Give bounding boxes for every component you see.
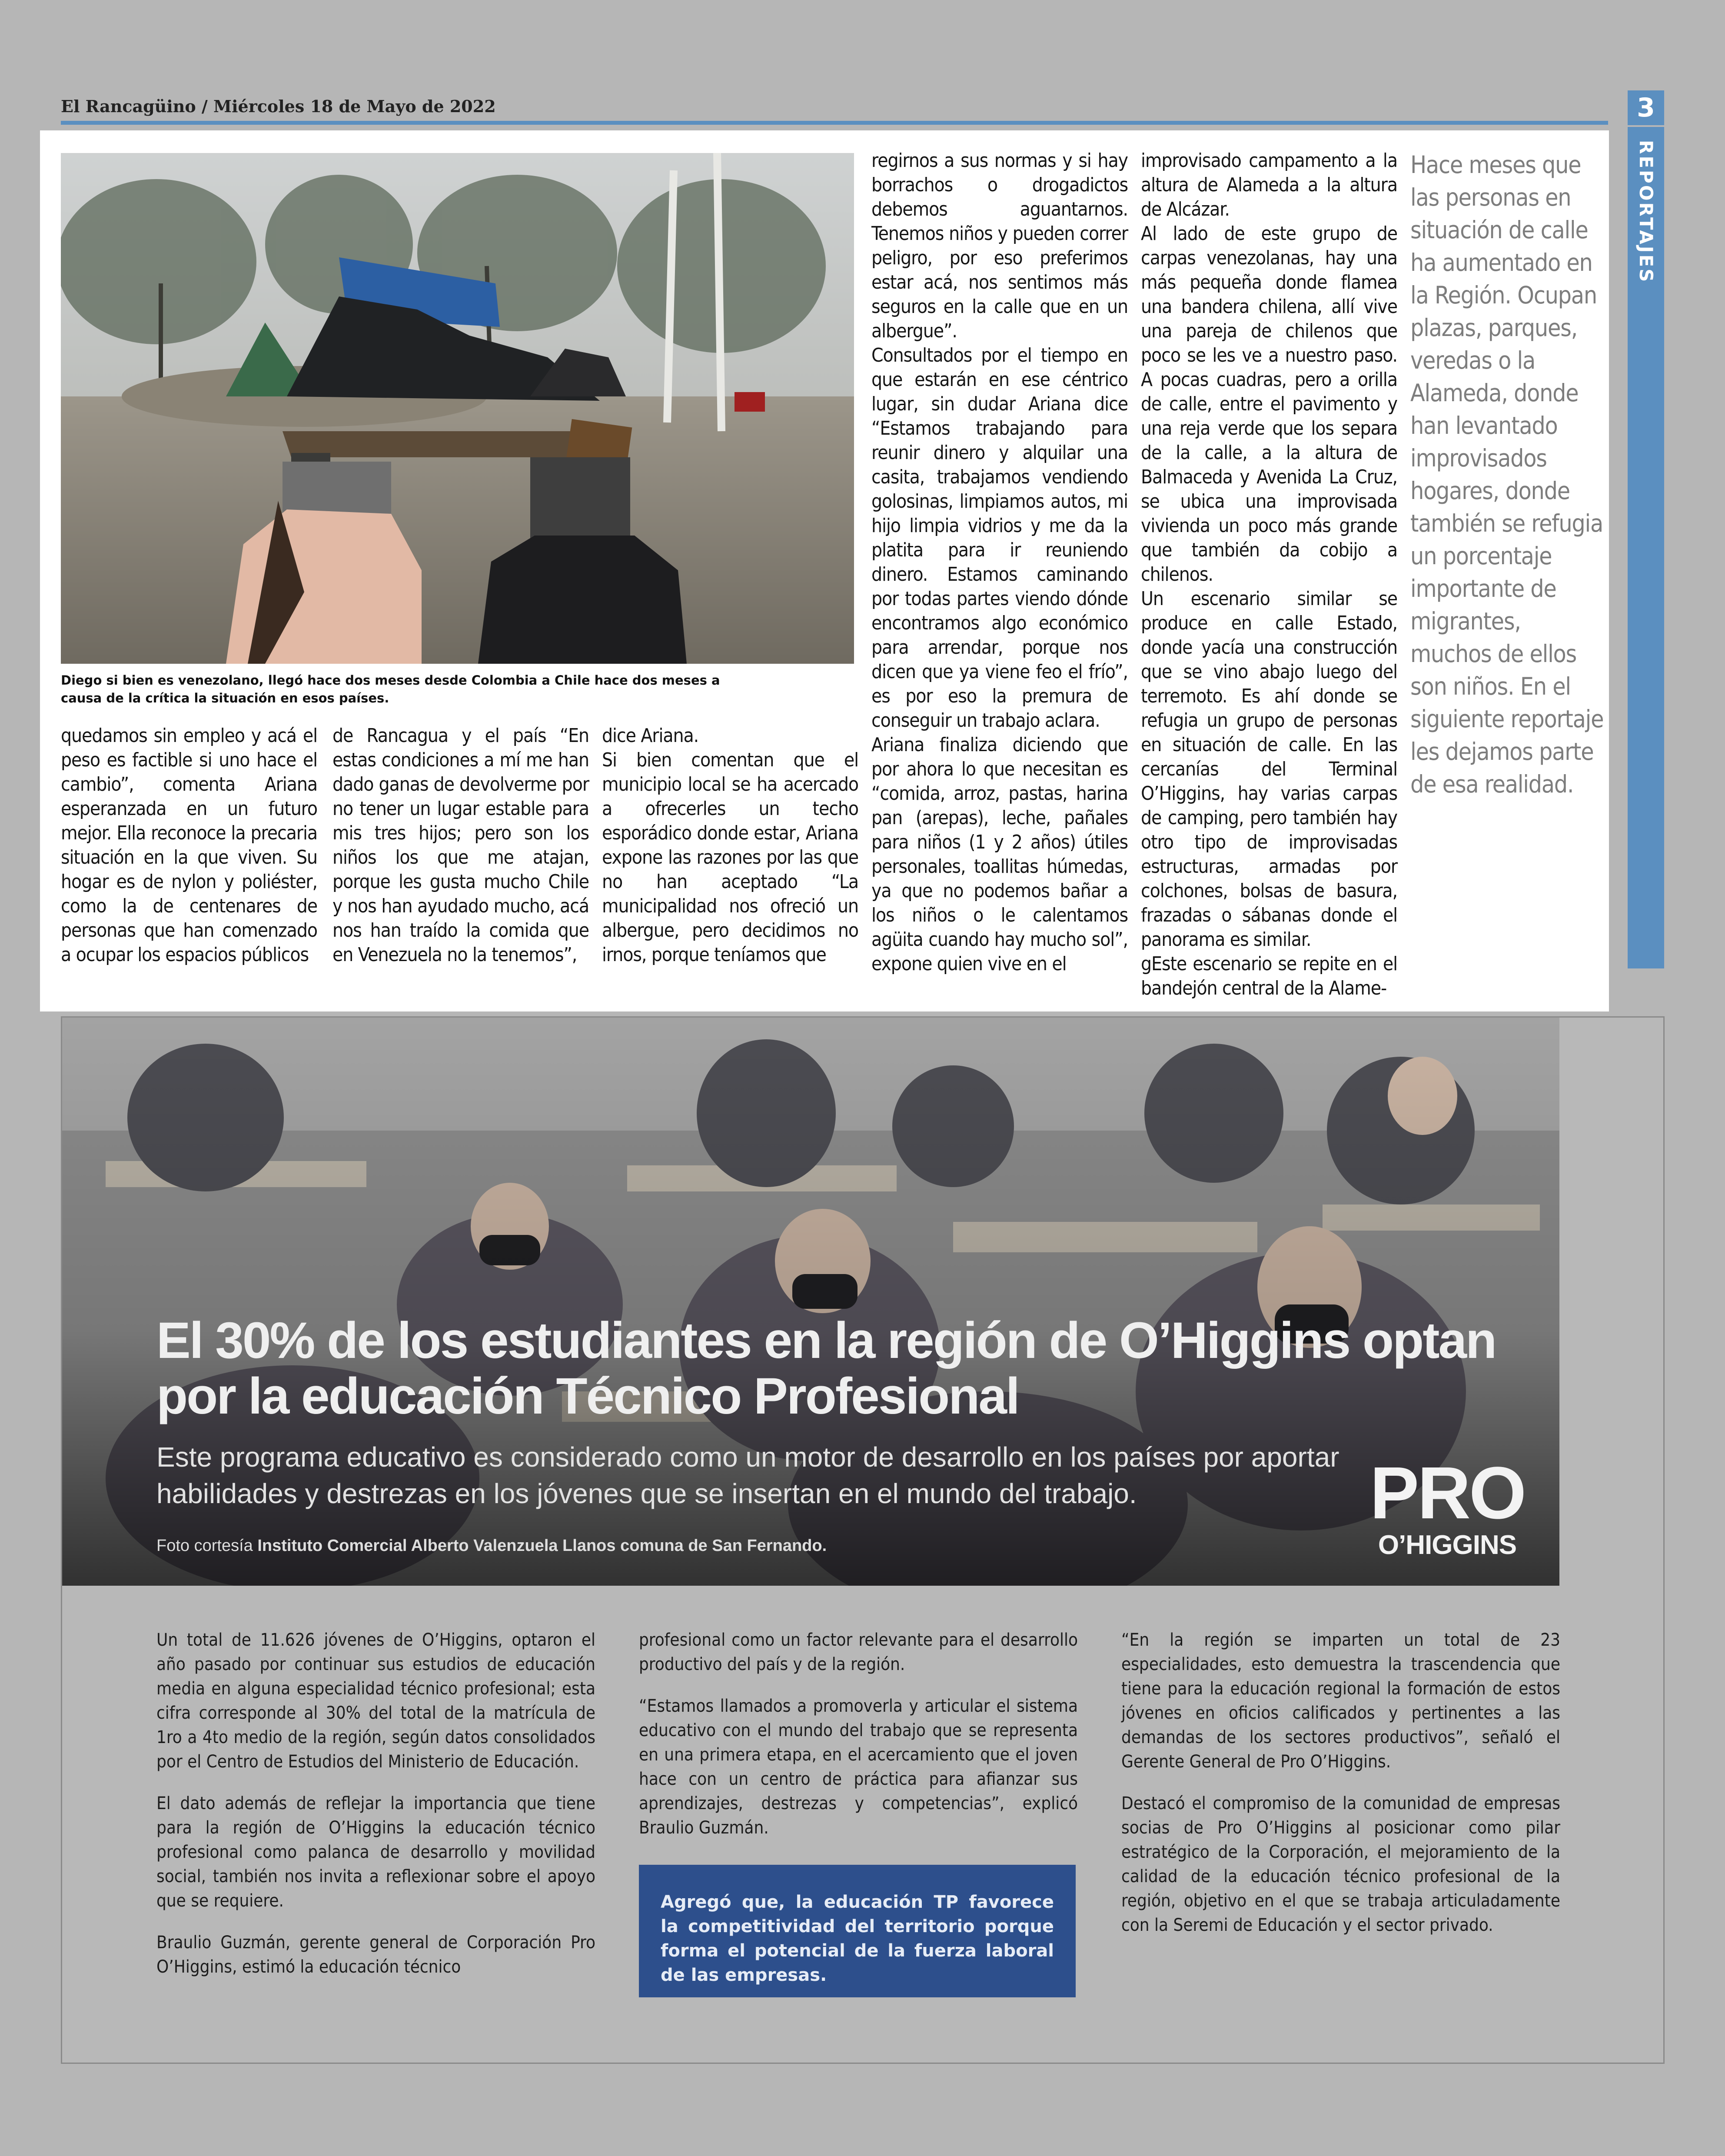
publication-date: Miércoles 18 de Mayo de 2022 bbox=[213, 96, 496, 116]
feature-column-3 bbox=[1121, 1628, 1560, 1955]
paragraph: El dato además de reflejar la importancia que tiene para la región de O’Higgins la educación técnico profesional como palanca de desarrollo y movilidad social, también nos invita a reflexionar sobre el apoyo que se requiere. bbox=[156, 1793, 595, 1911]
encampment-photo bbox=[61, 153, 854, 664]
paragraph: Destacó el compromiso de la comunidad de empresas socias de Pro O’Higgins al posicionar como pilar estratégico de la Corporación, el mejoramiento de la calidad de la educación técnico profesional de la región, objetivo en el que se trabaja articuladamente con la Seremi de Educación y el sector privado. bbox=[1121, 1793, 1560, 1935]
story-pull-quote: Hace meses que las personas en situación de calle ha aumentado en la Región. Ocupan plazas, parques, veredas o la Alameda, donde han levantado improvisados hogares, donde también se refugia un porcentaje importante de migrantes, muchos de ellos son niños. En el siguiente reportaje les dejamos parte de esa realidad. bbox=[1410, 151, 1604, 798]
story-column-4: regirnos a sus normas y si hay borrachos o drogadictos debemos aguantarnos. Tenemos niños y pueden correr peligro, por eso preferimos estar acá, nos sentimos más seguros en la calle que en un albergue”. Consultados por el tiempo en que estarán en ese céntrico lugar, sin dudar Ariana dice “Estamos trabajando para reunir dinero y alquilar una casita, trabajamos vendiendo golosinas, limpiamos autos, mi hijo limpia vidrios y me da la platita para ir reuniendo dinero. Estamos caminando por todas partes viendo dónde encontramos algo económico para arrendar, porque nos dicen que ya viene feo el frío”, es por eso la premura de conseguir un trabajo aclara. Ariana finaliza diciendo que por ahora lo que necesitan es “comida, arroz, pastas, harina pan (arepas), leche, pañales para niños (1 y 2 años) útiles personales, toallitas húmedas, ya que no podemos bañar a los niños o le calentamos agüita cuando hay mucho sol”, expone quien vive en el bbox=[871, 150, 1128, 975]
story-column-3: dice Ariana. Si bien comentan que el municipio local se ha acercado a ofrecerles un techo esporádico donde estar, Ariana expone las razones por las que no han aceptado “La municipalidad nos ofreció un albergue, pero decidimos no irnos, porque teníamos que bbox=[602, 725, 858, 966]
photo-caption: Diego si bien es venezolano, llegó hace dos meses desde Colombia a Chile hace dos meses a causa de la crítica la situación en esos países. bbox=[61, 673, 720, 705]
photo-credit-source: Instituto Comercial Alberto Valenzuela Llanos comuna de San Fernando. bbox=[257, 1537, 827, 1555]
feature-subhead: Este programa educativo es considerado como un motor de desarrollo en los países por aportar habilidades y destrezas en los jóvenes que se insertan en el mundo del trabajo. bbox=[156, 1441, 1339, 1509]
masthead-line bbox=[61, 96, 496, 116]
paragraph: Braulio Guzmán, gerente general de Corporación Pro O’Higgins, estimó la educación técnico bbox=[156, 1933, 595, 1977]
photo-credit-prefix: Foto cortesía bbox=[156, 1537, 253, 1555]
story-column-1: quedamos sin empleo y acá el peso es factible si uno hace el cambio”, comenta Ariana esperanzada en un futuro mejor. Ella reconoce la precaria situación en la que viven. Su hogar es de nylon y poliéster, como la de centenares de personas que han comenzado a ocupar los espacios públicos bbox=[61, 725, 317, 966]
paragraph: profesional como un factor relevante para el desarrollo productivo del país y de la región. bbox=[639, 1630, 1078, 1674]
story-column-2: de Rancagua y el país “En estas condiciones a mí me han dado ganas de devolverme por no tener un lugar estable para mis tres hijos; pero son los niños los que me atajan, porque les gusta mucho Chile y nos han ayudado mucho, acá nos han traído la comida que en Venezuela no la tenemos”, bbox=[332, 725, 589, 966]
story-column-5: improvisado campamento a la altura de Alameda a la altura de Alcázar. Al lado de este grupo de carpas venezolanas, hay una más pequeña donde flamea una bandera chilena, allí vive una pareja de chilenos que poco se les ve a nuestro paso. A pocas cuadras, pero a orilla de calle, entre el pavimento y una reja verde que los separa de la calle, a la altura de Balmaceda y Avenida La Cruz, se ubica una improvisada vivienda un poco más grande que también da cobijo a chilenos. Un escenario similar se produce en calle Estado, donde yacía una construcción que se vino abajo luego del terremoto. Es ahí donde se refugia un grupo de personas en situación de calle. En las cercanías del Terminal O’Higgins, hay varias carpas de camping, pero también hay otro tipo de improvisadas estructuras, armadas por colchones, bolsas de basura, frazadas o sábanas donde el panorama es similar. gEste escenario se repite en el bandejón central de la Alame- bbox=[1141, 150, 1397, 999]
logo-sub-text: O’HIGGINS bbox=[1378, 1530, 1517, 1560]
logo-main-text: PRO bbox=[1369, 1452, 1525, 1534]
header-rule bbox=[61, 121, 1608, 125]
publication-name: El Rancagüino / bbox=[61, 96, 208, 116]
pro-ohiggins-logo bbox=[1356, 1452, 1539, 1569]
feature-column-2 bbox=[639, 1628, 1078, 1857]
paragraph: “Estamos llamados a promoverla y articular el sistema educativo con el mundo del trabajo que se representa en una primera etapa, en el acercamiento que el joven hace con un centro de práctica para afianzar sus aprendizajes, destrezas y competencias”, explicó Braulio Guzmán. bbox=[639, 1696, 1078, 1838]
page-number: 3 bbox=[1628, 90, 1664, 125]
section-label: REPORTAJES bbox=[1635, 140, 1657, 284]
paragraph: Un total de 11.626 jóvenes de O’Higgins, optaron el año pasado por continuar sus estudios de educación media en alguna especialidad técnico profesional; esta cifra corresponde al 30% del total de la matrícula de 1ro a 4to medio de la región, según datos consolidados por el Centro de Estudios del Ministerio de Educación. bbox=[156, 1630, 595, 1772]
paragraph: “En la región se imparten un total de 23 especialidades, esto demuestra la trascendencia que tiene para la educación regional la formación de estos jóvenes en oficios calificados y pertinentes a las demandas de los sectores productivos”, señaló el Gerente General de Pro O’Higgins. bbox=[1121, 1630, 1560, 1772]
feature-column-1 bbox=[156, 1628, 595, 1996]
photo-credit bbox=[156, 1537, 827, 1555]
section-tab bbox=[1628, 127, 1664, 968]
feature-headline: El 30% de los estudiantes en la región de O’Higgins optan por la educación Técnico Profesional bbox=[156, 1312, 1496, 1425]
highlight-box: Agregó que, la educación TP favorece la competitividad del territorio porque forma el potencial de la fuerza laboral de las empresas. bbox=[639, 1865, 1076, 1997]
